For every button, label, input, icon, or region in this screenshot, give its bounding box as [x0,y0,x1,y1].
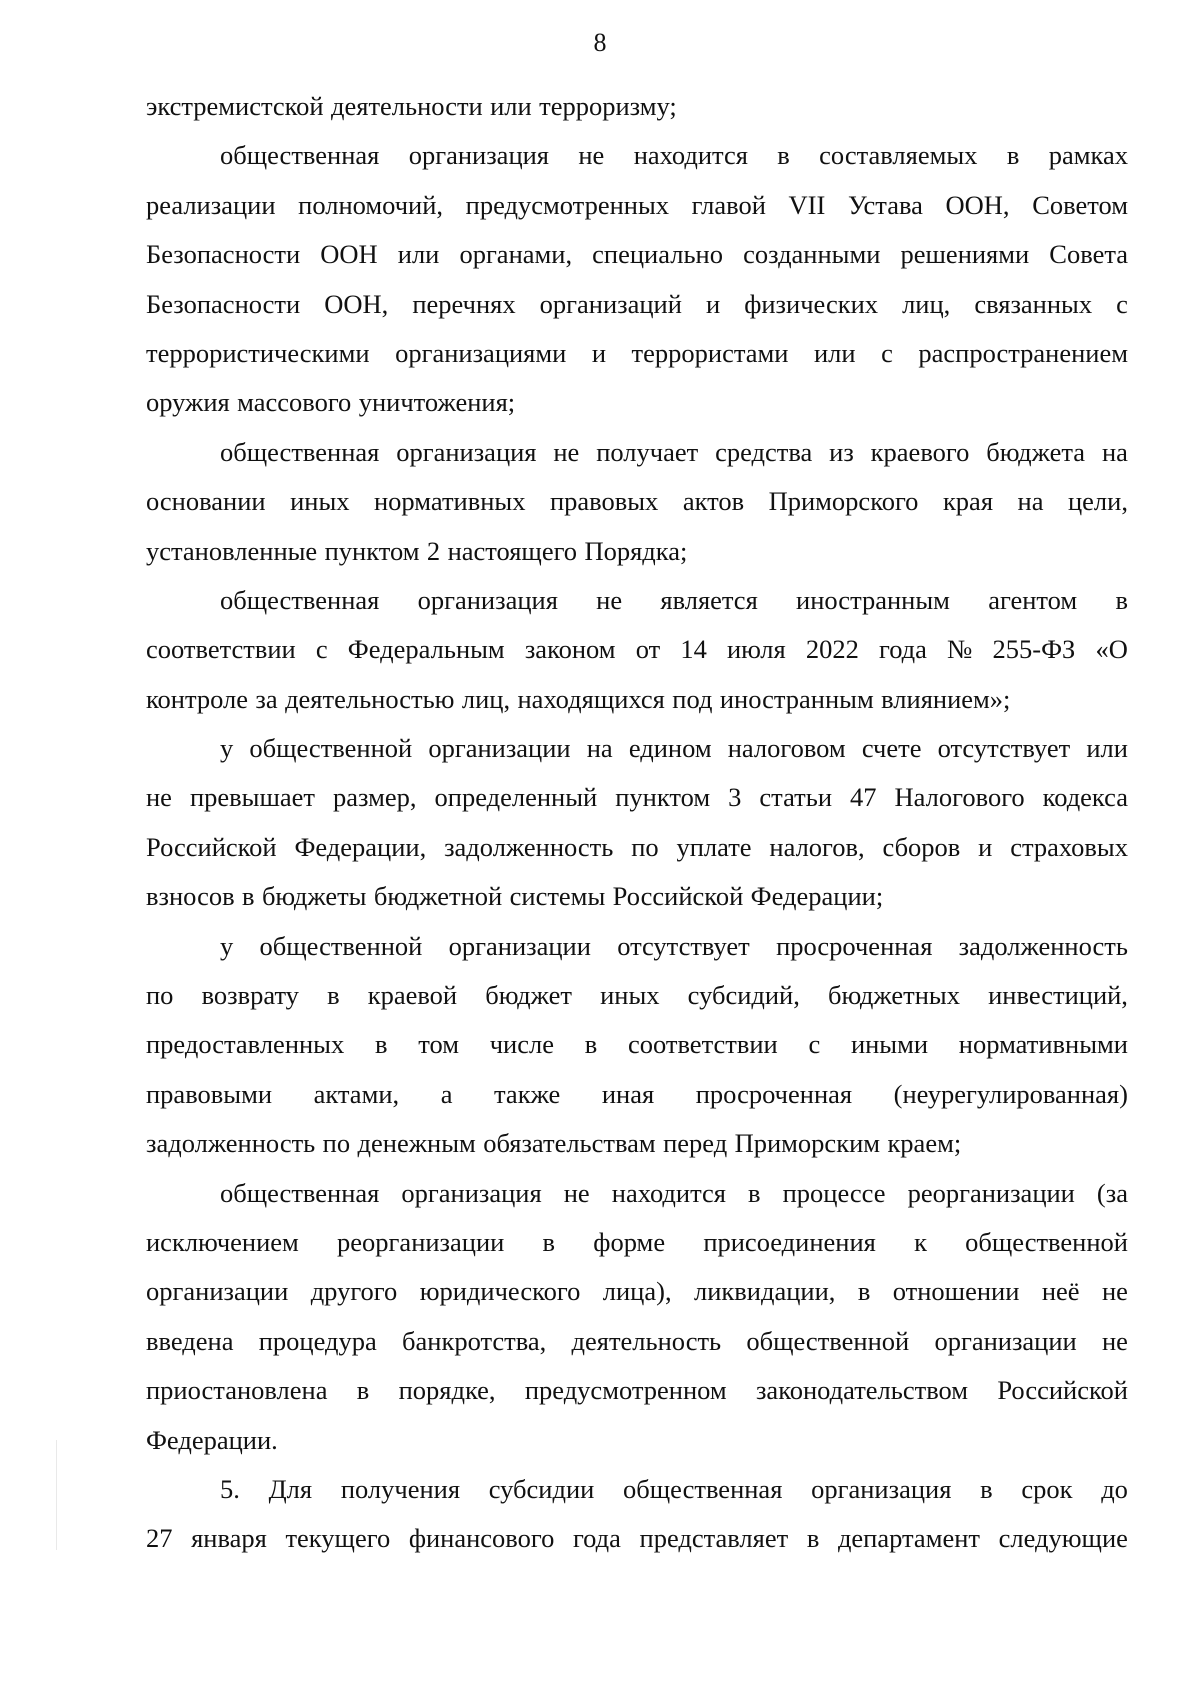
word: 255-ФЗ [992,634,1076,665]
word: или [397,239,440,270]
text-line [146,1020,1128,1069]
word: 2022 [805,634,859,665]
word: бюджеты [261,881,367,912]
word: в [356,1375,370,1406]
word: не [1101,1276,1128,1307]
word: уничтожения; [358,387,516,418]
word: представляет [639,1523,789,1554]
word: нормативными [958,1029,1128,1060]
text-line [146,131,1128,180]
word: Российской [997,1375,1128,1406]
word: законодательством [755,1375,969,1406]
word: 3 [728,782,742,813]
word: в [584,1029,598,1060]
word: в [777,140,790,171]
word: находящихся [517,683,665,714]
word: юридического [419,1276,581,1307]
word: другого [310,1276,398,1307]
word: не [146,782,172,813]
word: срок [1021,1473,1073,1504]
word: перечнях [412,288,516,319]
word: взносов [146,881,235,912]
word: правовых [549,486,659,517]
word: в [242,881,255,912]
text-line [146,1267,1128,1316]
word: № [947,634,973,665]
word: 5. [220,1473,240,1504]
word: связанных [974,288,1093,319]
word: из [829,436,854,467]
word: специально [592,239,723,270]
word: является [660,584,758,615]
word: деятельности [331,91,483,121]
word: от [635,634,661,665]
word: под [672,683,713,714]
word: кодекса [1042,782,1128,813]
word: задолженность [958,930,1128,961]
word: на [1017,486,1044,517]
word: задолженность [444,831,614,862]
word: Федерации; [750,881,884,912]
word: деятельность [571,1325,722,1356]
text-line [146,280,1128,329]
word: и [591,337,607,368]
word: (неурегулированная) [893,1078,1128,1109]
word: по [631,831,659,862]
word: организации [934,1325,1077,1356]
word: краем; [887,1128,962,1159]
word: общественная [220,436,380,467]
word: а [440,1078,453,1109]
word: Российской [146,831,277,862]
word: не [578,140,605,171]
word: превышает [189,782,315,813]
word: 47 [850,782,877,813]
word: массового [237,387,352,418]
word: текущего [285,1523,391,1554]
word: в [980,1473,993,1504]
word: инвестиций, [988,980,1128,1011]
word: присоединения [703,1226,876,1257]
text-line [146,773,1128,822]
word: иностранным [719,683,874,714]
word: в [374,1029,388,1060]
word: иностранным [796,584,950,615]
word: у [220,733,234,764]
word: общественная [220,140,380,171]
word: января [191,1523,267,1554]
word: налоговом [727,733,846,764]
word: едином [628,733,712,764]
word: бюджет [485,980,572,1011]
word: организации [448,930,591,961]
text-line [146,1366,1128,1415]
word: бюджета [986,436,1086,467]
word: экстремистской [146,91,324,121]
word: или [1086,733,1128,764]
word: с [1116,288,1128,319]
word: департамент [837,1523,980,1554]
word: по [146,980,174,1011]
word: организация [396,436,537,467]
word: деятельностью [285,683,455,714]
word: организации [146,1276,289,1307]
word: главой [691,189,766,220]
word: пунктом [615,782,711,813]
word: правовыми [146,1078,273,1109]
word: 27 [146,1523,173,1554]
word: краевого [870,436,970,467]
word: Федеральным [347,634,505,665]
word: процессе [782,1177,886,1208]
text-line [146,230,1128,279]
word: с [808,1029,821,1060]
word: органами, [459,239,573,270]
word: перед [663,1128,728,1159]
word: находится [611,1177,726,1208]
word: просроченная [695,1078,853,1109]
word: (за [1096,1177,1128,1208]
word: общественной [249,733,413,764]
word: получения [340,1473,461,1504]
text-line [146,181,1128,230]
word: края [942,486,994,517]
word: отсутствует [937,733,1071,764]
word: лиц, [461,683,511,714]
word: приостановлена [146,1375,328,1406]
word: Налогового [894,782,1025,813]
word: актов [682,486,745,517]
word: форме [593,1226,666,1257]
text-line [146,823,1128,872]
text-line [146,428,1128,477]
word: 2 [426,535,441,566]
word: общественная [220,584,380,615]
word: финансового [408,1523,555,1554]
word: оружия [146,387,230,418]
word: том [418,1029,459,1060]
text-line [146,82,1128,131]
word: основании [146,486,266,517]
word: Порядка; [584,535,688,566]
word: не [596,584,623,615]
word: порядке, [398,1375,496,1406]
word: настоящего [447,535,578,566]
word: определенный [434,782,598,813]
word: уплате [676,831,752,862]
word: также [494,1078,561,1109]
word: субсидии [488,1473,595,1504]
word: пунктом [324,535,420,566]
word: организация [401,1177,542,1208]
word: установленные [146,535,318,566]
word: на [586,733,613,764]
word: следующие [998,1523,1128,1554]
word: или [490,91,532,121]
word: организаций [539,288,682,319]
word: числе [489,1029,554,1060]
word: иными [850,1029,929,1060]
document-body [146,82,1128,1564]
word: по [322,1128,351,1159]
word: ликвидации, [694,1276,836,1307]
scan-artifact [56,1440,57,1550]
word: предусмотренном [524,1375,727,1406]
word: общественная [220,1177,380,1208]
word: распространением [918,337,1128,368]
word: лиц, [902,288,951,319]
text-line [146,675,1128,724]
word: бюджетной [373,881,503,912]
word: организации [428,733,571,764]
text-line [146,1119,1128,1168]
word: реорганизации [337,1226,505,1257]
word: иная [601,1078,655,1109]
word: налогов, [769,831,865,862]
word: введена [146,1325,234,1356]
word: исключением [146,1226,299,1257]
word: ООН [320,239,378,270]
word: средства [715,436,813,467]
word: субсидий, [687,980,800,1011]
word: организация [811,1473,952,1504]
text-line [146,724,1128,773]
word: цели, [1067,486,1128,517]
word: страховых [1010,831,1128,862]
word: предусмотренных [465,189,669,220]
word: к [914,1226,927,1257]
word: 14 [680,634,707,665]
word: в [542,1226,556,1257]
word: террористическими [146,337,370,368]
word: организация [408,140,549,171]
word: общественная [623,1473,783,1504]
text-line [146,971,1128,1020]
word: с [315,634,328,665]
word: физических [744,288,879,319]
text-line [146,378,1128,427]
word: в [327,980,340,1011]
word: процедура [258,1325,377,1356]
word: ООН, [945,189,1010,220]
word: и [978,831,993,862]
word: находится [633,140,748,171]
word: организация [417,584,558,615]
word: и [705,288,721,319]
word: в [857,1276,871,1307]
word: не [1101,1325,1128,1356]
word: общественной [965,1226,1128,1257]
word: до [1101,1473,1128,1504]
word: Безопасности [146,288,301,319]
word: в [748,1177,761,1208]
word: обязательствам [483,1128,656,1159]
word: терроризму; [539,91,677,121]
text-line [146,1070,1128,1119]
word: отсутствует [617,930,750,961]
word: у [220,930,234,961]
text-line [146,477,1128,526]
word: VII [788,189,826,220]
word: за [255,683,278,714]
word: составляемых [819,140,978,171]
word: общественной [746,1325,910,1356]
text-line [146,527,1128,576]
word: с [881,337,893,368]
word: Федерации. [146,1424,278,1455]
word: реализации [146,189,276,220]
word: неё [1041,1276,1080,1307]
word: террористами [631,337,789,368]
word: контроле [146,683,249,714]
word: просроченная [776,930,933,961]
word: иных [600,980,660,1011]
word: возврату [201,980,299,1011]
word: счете [861,733,922,764]
word: влиянием»; [881,683,1011,714]
word: предоставленных [146,1029,345,1060]
word: в [806,1523,820,1554]
word: «О [1095,634,1128,665]
word: законом [524,634,616,665]
text-line [146,625,1128,674]
word: актами, [313,1078,400,1109]
word: иных [290,486,350,517]
text-line [146,1218,1128,1267]
word: краевой [367,980,458,1011]
word: в [1006,140,1020,171]
word: Приморским [734,1128,881,1159]
text-line [146,1514,1128,1563]
text-line [146,329,1128,378]
word: года [878,634,927,665]
word: Федерации, [294,831,427,862]
word: Советом [1032,189,1128,220]
word: рамках [1048,140,1128,171]
word: бюджетных [828,980,960,1011]
word: лица), [602,1276,672,1307]
word: Устава [847,189,923,220]
word: Для [268,1473,313,1504]
word: нормативных [374,486,526,517]
word: отношении [892,1276,1020,1307]
word: не [563,1177,590,1208]
word: размер, [333,782,417,813]
word: задолженность [146,1128,316,1159]
word: Безопасности [146,239,301,270]
text-line [146,1169,1128,1218]
word: организациями [395,337,567,368]
word: реорганизации [907,1177,1075,1208]
word: июля [726,634,786,665]
word: ООН, [324,288,389,319]
word: статьи [759,782,833,813]
word: соответствии [146,634,296,665]
text-line [146,1416,1128,1465]
word: решениями [900,239,1030,270]
text-line [146,1317,1128,1366]
word: Российской [612,881,744,912]
text-line [146,872,1128,921]
word: банкротства, [402,1325,547,1356]
word: на [1101,436,1128,467]
word: в [1115,584,1128,615]
word: года [572,1523,621,1554]
text-line [146,922,1128,971]
text-line [146,1465,1128,1514]
word: системы [509,881,606,912]
word: или [813,337,856,368]
word: не [553,436,580,467]
word: получает [596,436,699,467]
word: агентом [988,584,1078,615]
page-number: 8 [593,28,607,57]
word: соответствии [627,1029,778,1060]
word: общественной [259,930,423,961]
word: полномочий, [298,189,444,220]
word: созданными [743,239,881,270]
word: Совета [1049,239,1128,270]
word: Приморского [768,486,919,517]
text-line [146,576,1128,625]
word: денежным [357,1128,476,1159]
word: сборов [882,831,961,862]
